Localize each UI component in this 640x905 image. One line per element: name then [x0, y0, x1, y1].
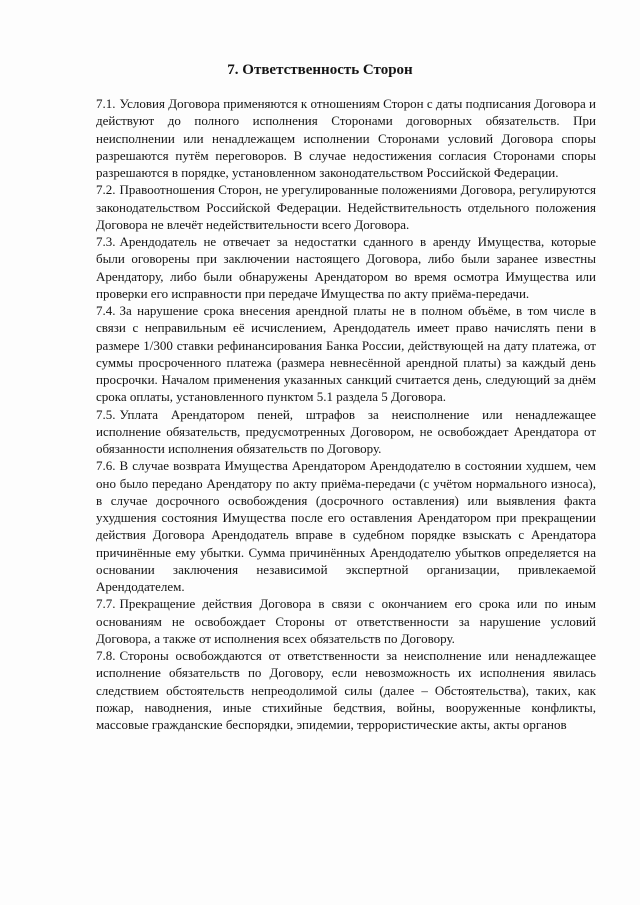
- clause-text: Правоотношения Сторон, не урегулированные положениями Договора, регулируются законодательством Российской Федерации. Недействительность отдельного положения Договора не влечёт недействительности всего Договора.: [96, 182, 596, 232]
- clause-7-6: [96, 457, 596, 595]
- clause-number: 7.1.: [96, 96, 116, 111]
- clause-text: Условия Договора применяются к отношениям Сторон с даты подписания Договора и действуют до полного исполнения Сторонами договорных обязательств. При неисполнении или ненадлежащем исполнении Сторонами условий Договора споры разрешаются путём переговоров. В случае недостижения согласия Сторонами споры разрешаются в порядке, установленном законодательством Российской Федерации.: [96, 96, 596, 180]
- clause-7-3: [96, 233, 596, 302]
- clause-number: 7.5.: [96, 406, 116, 422]
- clause-number: 7.4.: [96, 303, 116, 318]
- clause-7-1: [96, 95, 596, 181]
- clause-7-5: [96, 406, 596, 458]
- clause-text: Арендодатель не отвечает за недостатки сданного в аренду Имущества, которые были оговорены при заключении настоящего Договора, либо были заранее известны Арендатору, либо были обнаружены Арендатором во время осмотра Имущества или проверки его исправности при передаче Имущества по акту приёма-передачи.: [96, 234, 596, 301]
- clause-number: 7.6.: [96, 458, 116, 474]
- section-body: [96, 95, 596, 733]
- clause-number: 7.8.: [96, 648, 116, 663]
- clause-7-7: [96, 595, 596, 647]
- clause-text: За нарушение срока внесения арендной платы не в полном объёме, в том числе в связи с неправильным её исчислением, Арендодатель имеет право начислять пени в размере 1/300 ставки рефинансирования Банка России, действующей на дату платежа, от суммы просроченного платежа (размера невнесённой арендной платы) за каждый день просрочки. Началом применения указанных санкций считается день, следующий за днём срока оплаты, установленного пунктом 5.1 раздела 5 Договора.: [96, 303, 596, 405]
- clause-number: 7.2.: [96, 182, 116, 198]
- clause-text: В случае возврата Имущества Арендатором Арендодателю в состоянии худшем, чем оно было передано Арендатору по акту приёма-передачи (с учётом нормального износа), в случае досрочного освобождения (досрочного оставления) или выявления факта ухудшения состояния Имущества после его оставления Арендатором при прекращении действия Договора Арендодатель вправе в судебном порядке взыскать с Арендатора причинённые ему убытки. Сумма причинённых Арендодателю убытков определяется на основании заключения независимой экспертной организации, привлекаемой Арендодателем.: [96, 458, 596, 594]
- clause-text: Уплата Арендатором пеней, штрафов за неисполнение или ненадлежащее исполнение обязательств, предусмотренных Договором, не освобождает Арендатора от обязанности исполнения обязательств по Договору.: [96, 406, 596, 456]
- clause-7-8: [96, 647, 596, 733]
- clause-number: 7.7.: [96, 596, 116, 612]
- clause-7-2: [96, 181, 596, 233]
- clause-number: 7.3.: [96, 234, 116, 249]
- clause-text: Прекращение действия Договора в связи с окончанием его срока или по иным основаниям не освобождает Стороны от ответственности за нарушение условий Договора, а также от исполнения всех обязательств по Договору.: [96, 596, 596, 646]
- section-heading: 7. Ответственность Сторон: [227, 62, 413, 78]
- clause-text: Стороны освобождаются от ответственности за неисполнение или ненадлежащее исполнение обязательств по Договору, если невозможность их исполнения явилась следствием обстоятельств непреодолимой силы (далее – Обстоятельства), таких, как пожар, наводнения, иные стихийные бедствия, войны, вооруженные конфликты, массовые гражданские беспорядки, эпидемии, террористические акты, акты органов: [96, 648, 596, 732]
- clause-7-4: [96, 302, 596, 406]
